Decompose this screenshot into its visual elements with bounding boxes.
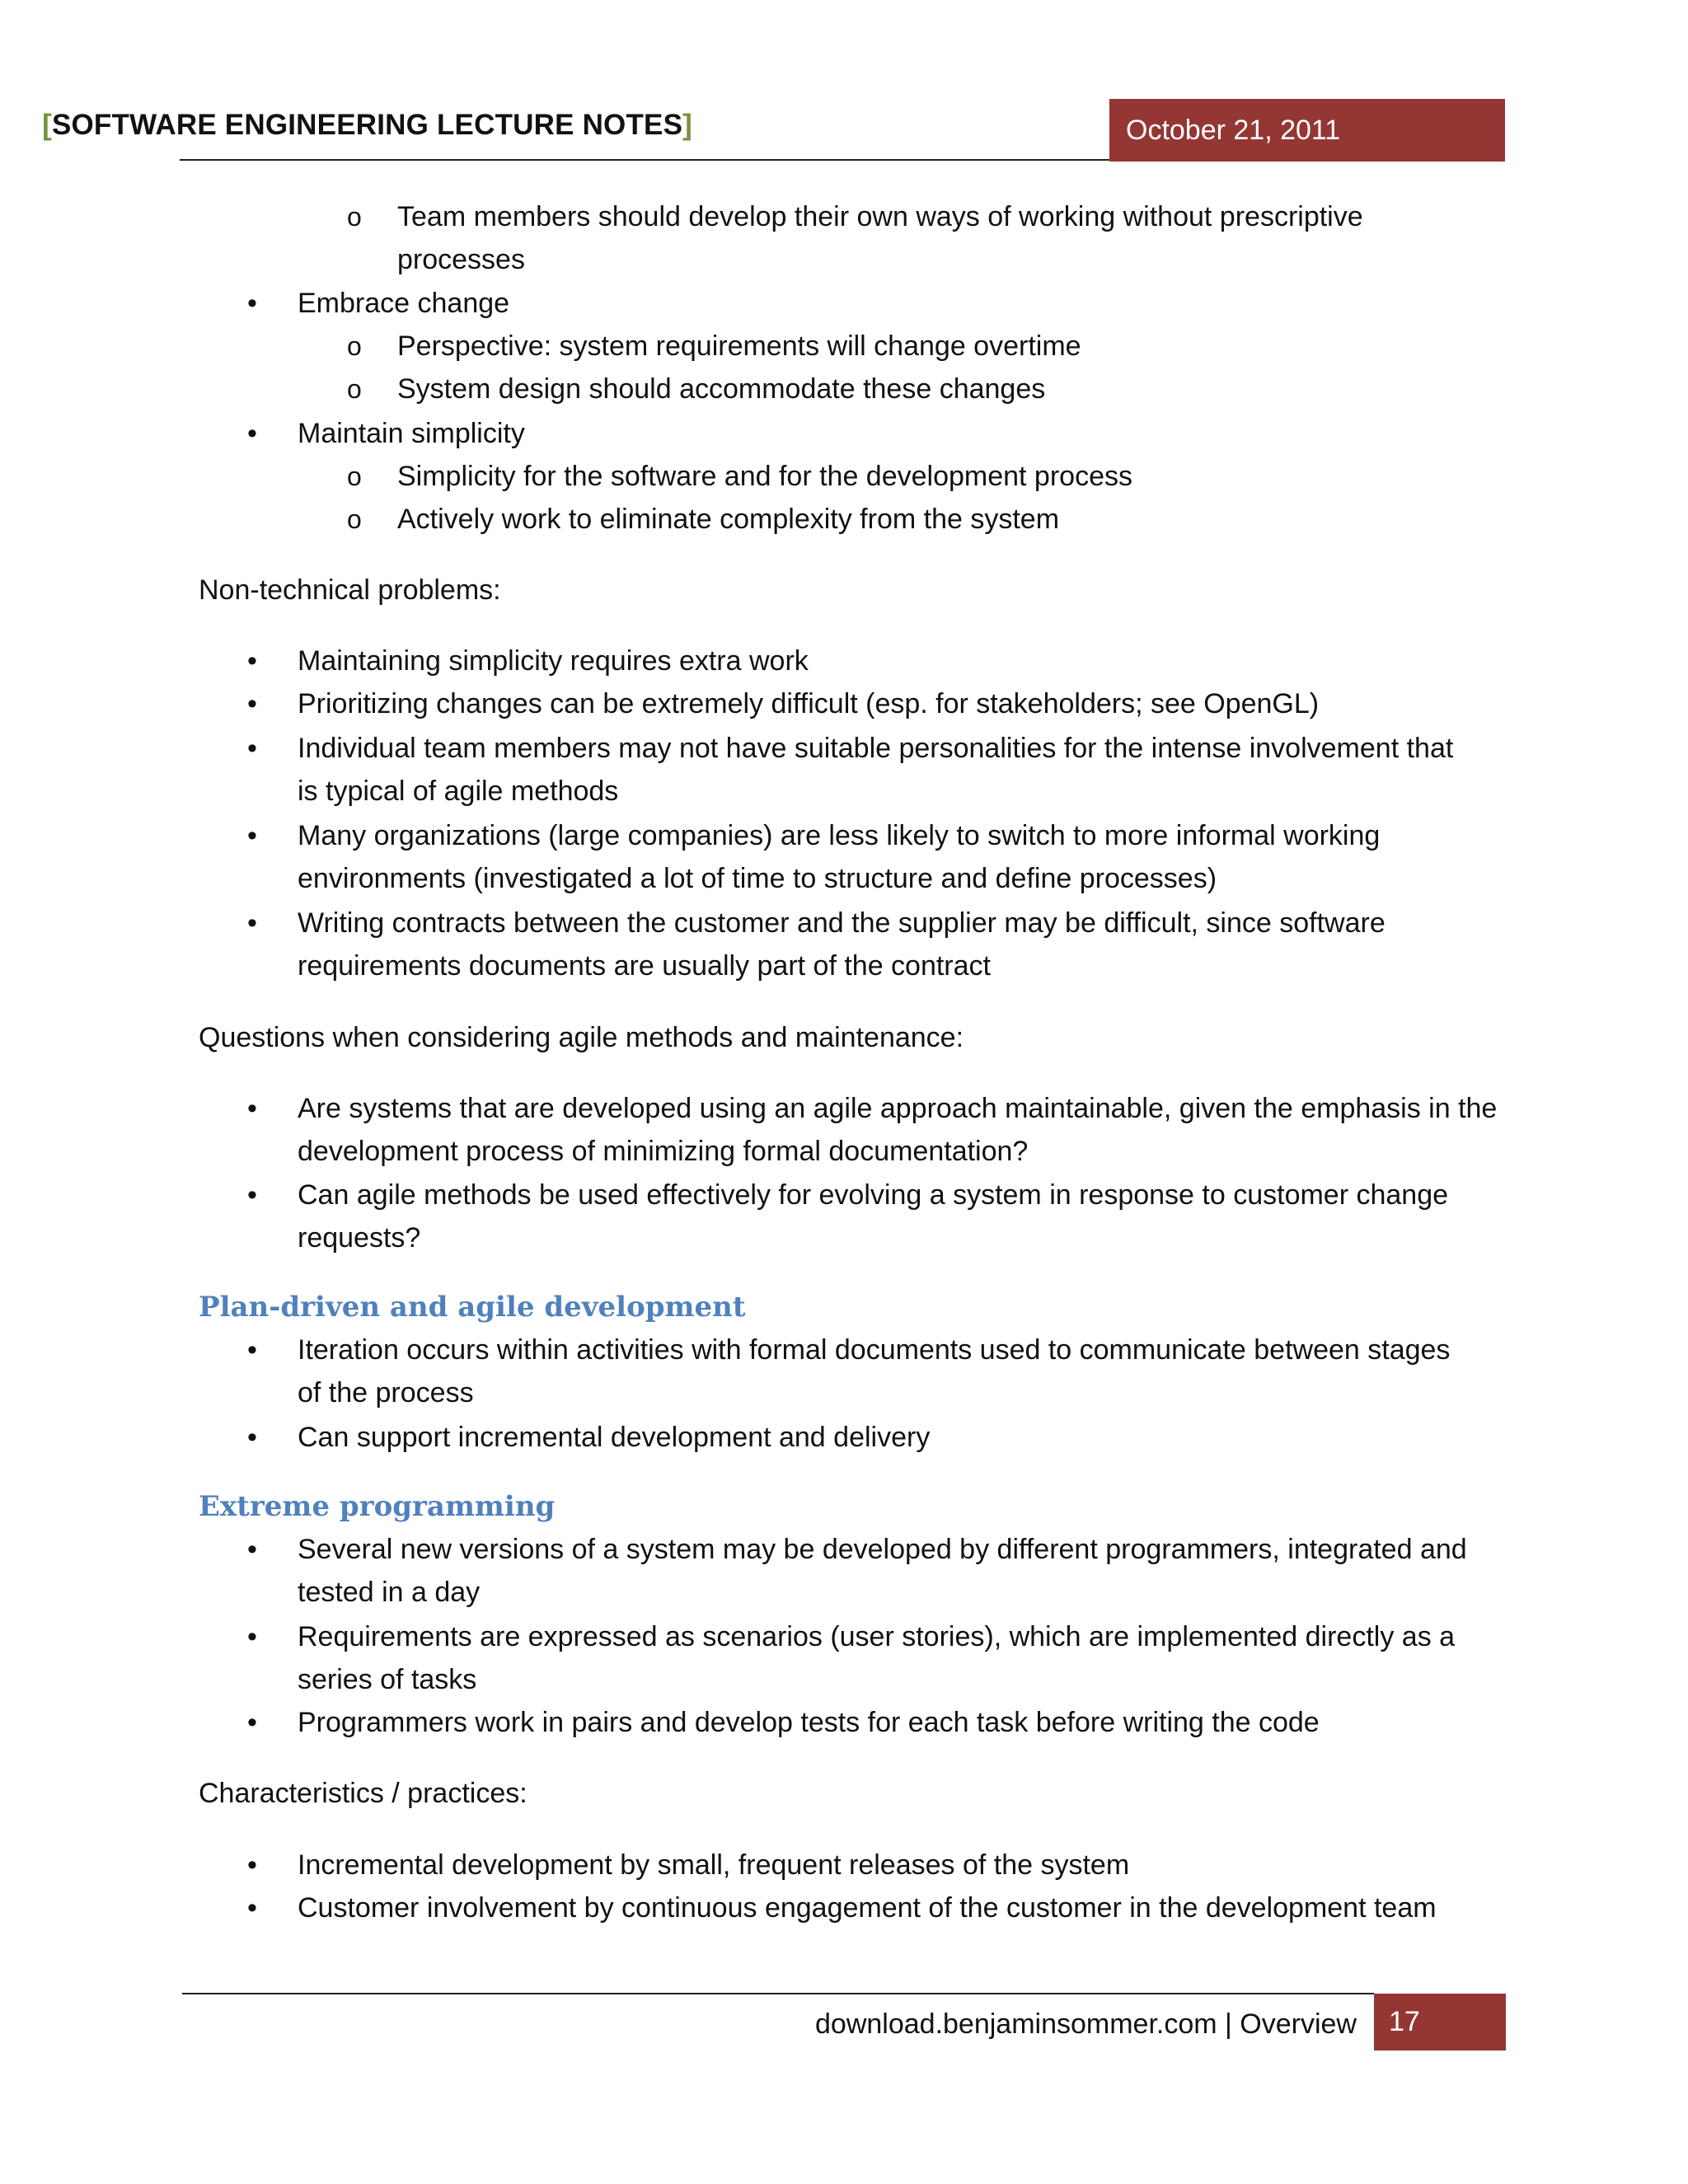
- sub-bullet-marker: o: [347, 374, 362, 404]
- sub-bullet-marker: o: [347, 202, 362, 232]
- text-line: requirements documents are usually part of the contract: [298, 950, 991, 982]
- text-line: tested in a day: [298, 1577, 481, 1608]
- text-line: Prioritizing changes can be extremely difficult (esp. for stakeholders; see OpenGL): [298, 688, 1320, 719]
- text-line: Many organizations (large companies) are less likely to switch to more informal working: [298, 820, 1381, 851]
- header-date: October 21, 2011: [1109, 99, 1505, 162]
- text-line: Embrace change: [298, 288, 510, 319]
- bullet-marker: •: [247, 1892, 257, 1924]
- sub-bullet-marker: o: [347, 504, 362, 534]
- section-heading: Extreme programming: [199, 1490, 556, 1523]
- bullet-marker: •: [247, 1334, 257, 1366]
- bullet-marker: •: [247, 288, 257, 319]
- page-number: 17: [1374, 1994, 1506, 2050]
- text-line: development process of minimizing formal documentation?: [298, 1136, 1029, 1167]
- text-line: processes: [397, 244, 525, 275]
- text-line: Are systems that are developed using an agile approach maintainable, given the emphasis in the: [298, 1093, 1498, 1124]
- bracket-open: [: [42, 109, 52, 141]
- text-line: Programmers work in pairs and develop tests for each task before writing the code: [298, 1707, 1320, 1738]
- bullet-marker: •: [247, 688, 257, 719]
- paragraph-heading: Questions when considering agile methods and maintenance:: [199, 1022, 964, 1053]
- bullet-marker: •: [247, 645, 257, 677]
- bullet-marker: •: [247, 820, 257, 851]
- text-line: Incremental development by small, frequent releases of the system: [298, 1849, 1130, 1881]
- footer-source: download.benjaminsommer.com | Overview: [815, 2008, 1357, 2040]
- bullet-marker: •: [247, 1422, 257, 1453]
- text-line: series of tasks: [298, 1664, 477, 1695]
- text-line: Can agile methods be used effectively for evolving a system in response to customer change: [298, 1179, 1449, 1211]
- text-line: is typical of agile methods: [298, 776, 619, 807]
- header-title-text: SOFTWARE ENGINEERING LECTURE NOTES: [51, 109, 683, 141]
- text-line: of the process: [298, 1377, 474, 1408]
- bullet-marker: •: [247, 1179, 257, 1211]
- text-line: Maintain simplicity: [298, 418, 525, 449]
- text-line: Team members should develop their own ways of working without prescriptive: [397, 201, 1363, 232]
- text-line: Maintaining simplicity requires extra work: [298, 645, 809, 677]
- bullet-marker: •: [247, 1621, 257, 1652]
- text-line: Customer involvement by continuous engagement of the customer in the development team: [298, 1892, 1437, 1924]
- header-title: [42, 109, 692, 142]
- text-line: environments (investigated a lot of time to structure and define processes): [298, 863, 1217, 894]
- text-line: Several new versions of a system may be developed by different programmers, integrated and: [298, 1534, 1467, 1565]
- bullet-marker: •: [247, 733, 257, 764]
- bullet-marker: •: [247, 1849, 257, 1881]
- text-line: Iteration occurs within activities with formal documents used to communicate between stages: [298, 1334, 1451, 1366]
- text-line: Simplicity for the software and for the development process: [397, 461, 1132, 492]
- bullet-marker: •: [247, 1707, 257, 1738]
- text-line: Writing contracts between the customer and the supplier may be difficult, since software: [298, 907, 1386, 939]
- sub-bullet-marker: o: [347, 331, 362, 361]
- bracket-close: ]: [682, 109, 692, 141]
- paragraph-heading: Characteristics / practices:: [199, 1778, 528, 1809]
- bullet-marker: •: [247, 907, 257, 939]
- text-line: Perspective: system requirements will change overtime: [397, 330, 1081, 362]
- bullet-marker: •: [247, 418, 257, 449]
- text-line: System design should accommodate these changes: [397, 373, 1046, 405]
- section-heading: Plan-driven and agile development: [199, 1291, 746, 1324]
- footer-rule: [182, 1993, 1374, 1994]
- bullet-marker: •: [247, 1093, 257, 1124]
- text-line: Can support incremental development and delivery: [298, 1422, 931, 1453]
- text-line: requests?: [298, 1222, 421, 1254]
- sub-bullet-marker: o: [347, 462, 362, 491]
- text-line: Actively work to eliminate complexity from the system: [397, 504, 1060, 535]
- text-line: Requirements are expressed as scenarios (user stories), which are implemented directly as a: [298, 1621, 1456, 1652]
- paragraph-heading: Non-technical problems:: [199, 574, 501, 606]
- header-rule: [180, 159, 1109, 161]
- bullet-marker: •: [247, 1534, 257, 1565]
- text-line: Individual team members may not have suitable personalities for the intense involvement that: [298, 733, 1454, 764]
